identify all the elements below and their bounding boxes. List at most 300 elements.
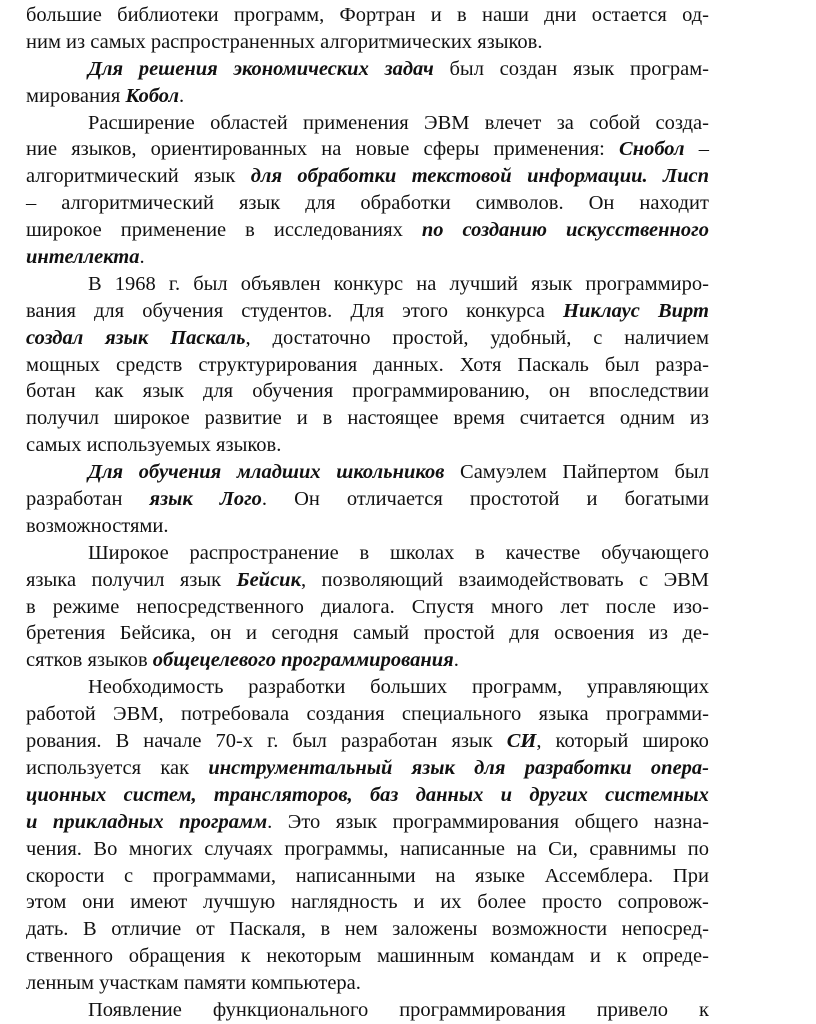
text-line xyxy=(26,997,709,1024)
word: машинным xyxy=(376,945,475,968)
text-line xyxy=(26,271,709,298)
word-group xyxy=(360,190,450,217)
word: используемых xyxy=(86,434,211,457)
word-group xyxy=(143,378,184,405)
word-group xyxy=(120,620,196,647)
emphasized-word: других xyxy=(529,783,588,806)
word-group xyxy=(412,163,512,190)
word-group xyxy=(370,674,447,701)
emphasized-word: обучения xyxy=(138,461,222,484)
word: их xyxy=(440,891,462,914)
word: впоследствии xyxy=(589,380,709,403)
word-group xyxy=(284,836,388,863)
word: наглядность xyxy=(290,891,398,914)
word: из xyxy=(689,407,709,430)
emphasized-word: созданию xyxy=(462,219,548,242)
word: самый xyxy=(352,622,410,645)
word-group xyxy=(26,728,102,755)
word: управляющих xyxy=(587,676,709,699)
word-group xyxy=(26,298,76,325)
word-group xyxy=(341,728,437,755)
word: в xyxy=(359,541,370,564)
word-group xyxy=(392,325,468,352)
word-group xyxy=(340,2,416,29)
word: компьютера. xyxy=(251,972,361,995)
word: ЭВМ xyxy=(663,568,709,591)
word: простой xyxy=(423,622,495,645)
word: случаях xyxy=(204,837,273,860)
text-line xyxy=(26,567,709,594)
emphasized-word: по xyxy=(421,219,444,242)
word: обучения xyxy=(142,299,224,322)
word-group xyxy=(266,943,361,970)
word: был xyxy=(604,353,640,376)
text-line xyxy=(26,136,709,163)
word-group xyxy=(297,163,396,190)
word-group xyxy=(416,271,436,298)
emphasized-word: данных xyxy=(415,783,484,806)
word: Спустя xyxy=(411,595,474,618)
word-group xyxy=(622,916,709,943)
word: привело xyxy=(596,998,669,1021)
word: в xyxy=(475,541,485,564)
word: и xyxy=(430,4,442,26)
word-group xyxy=(281,647,459,674)
word-group xyxy=(451,728,492,755)
emphasized-word: текстовой xyxy=(411,165,512,188)
word: – xyxy=(26,192,37,215)
word: получил xyxy=(91,568,165,591)
word: язык xyxy=(451,730,493,753)
word-group xyxy=(305,190,335,217)
word-group xyxy=(556,728,629,755)
word-group xyxy=(26,190,36,217)
word: как xyxy=(94,380,124,403)
word-group xyxy=(151,29,315,56)
word-group xyxy=(449,271,518,298)
word-group xyxy=(322,567,444,594)
word: возможности xyxy=(491,918,608,941)
word: язык xyxy=(531,272,573,295)
word: обработки xyxy=(360,192,451,215)
word-group xyxy=(294,486,320,513)
word-group xyxy=(370,782,398,809)
word-group xyxy=(321,594,395,621)
word: языка xyxy=(538,703,589,726)
emphasized-word: экономических xyxy=(233,57,369,80)
word-group xyxy=(435,863,455,890)
word: разработки xyxy=(248,676,346,699)
word-group xyxy=(589,836,676,863)
word-group xyxy=(517,836,537,863)
word-group xyxy=(139,56,218,83)
word: в xyxy=(320,918,331,941)
word: алгоритмический xyxy=(26,165,179,188)
word: одним xyxy=(619,407,675,430)
word-group xyxy=(493,136,604,163)
word: который xyxy=(555,730,629,753)
word-group xyxy=(184,970,246,997)
word-group xyxy=(699,997,709,1024)
word: данных. xyxy=(373,353,444,376)
word-group xyxy=(334,271,403,298)
word-group xyxy=(548,836,578,863)
word: специального xyxy=(401,703,522,726)
word-group xyxy=(88,674,223,701)
word-group xyxy=(587,674,709,701)
word-group xyxy=(422,217,444,244)
word: библиотеки xyxy=(117,4,219,26)
emphasized-word: Кобол xyxy=(125,84,180,107)
word-group xyxy=(203,378,233,405)
word-group xyxy=(241,271,321,298)
word: програм- xyxy=(629,57,709,80)
word-group xyxy=(180,567,221,594)
word-group xyxy=(350,298,384,325)
word-group xyxy=(490,325,571,352)
word: из xyxy=(648,622,668,645)
emphasized-word: системных xyxy=(605,783,709,806)
word: этого xyxy=(402,299,449,322)
word: структурирования xyxy=(198,353,358,376)
word: и xyxy=(586,488,598,511)
word-group xyxy=(26,325,83,352)
word: дать. xyxy=(26,918,69,941)
word-group xyxy=(463,217,547,244)
word-group xyxy=(655,352,709,379)
text-line xyxy=(26,217,709,244)
text-line xyxy=(26,56,709,83)
word: некоторым xyxy=(266,945,362,968)
word-group xyxy=(642,943,709,970)
word: самых xyxy=(26,434,82,457)
word: мощных xyxy=(26,353,101,376)
word: участкам xyxy=(99,972,179,995)
word-group xyxy=(116,728,130,755)
word-group xyxy=(412,594,474,621)
word-group xyxy=(475,863,525,890)
word-group xyxy=(587,486,598,513)
word: назна- xyxy=(653,810,709,833)
word-group xyxy=(649,620,668,647)
emphasized-word: Лисп xyxy=(663,165,709,188)
emphasized-word: опера- xyxy=(650,756,709,779)
word: непосредственного xyxy=(136,595,304,618)
word-group xyxy=(233,56,368,83)
word: для xyxy=(305,192,336,215)
word: командам xyxy=(490,945,575,968)
word-group xyxy=(216,432,281,459)
word-group xyxy=(169,271,180,298)
word: г. xyxy=(168,272,181,295)
word-group xyxy=(485,110,542,137)
word-group xyxy=(554,620,634,647)
word-group xyxy=(460,352,502,379)
word: отличается xyxy=(346,488,443,511)
word: ориентированных xyxy=(150,138,308,161)
word-group xyxy=(320,916,330,943)
word-group xyxy=(198,352,357,379)
word-group xyxy=(589,110,640,137)
word-group xyxy=(181,701,289,728)
word: программ, xyxy=(471,676,563,699)
word: создания xyxy=(306,703,385,726)
word: При xyxy=(672,864,709,887)
word: считается xyxy=(519,407,605,430)
word: Широкое xyxy=(88,541,169,564)
word: программы, xyxy=(284,837,389,860)
word-group xyxy=(26,352,100,379)
word-group xyxy=(539,701,589,728)
word-group xyxy=(93,836,117,863)
word-group xyxy=(400,836,505,863)
word-group xyxy=(82,889,114,916)
word-group xyxy=(83,916,97,943)
word: , xyxy=(536,730,542,753)
word: имеют xyxy=(130,891,188,914)
word: с xyxy=(593,326,603,349)
word: применение xyxy=(120,219,227,242)
word-group xyxy=(566,217,709,244)
word-group xyxy=(87,647,147,674)
word: больших xyxy=(370,676,448,699)
word-group xyxy=(210,110,288,137)
word-group xyxy=(529,782,587,809)
word-group xyxy=(449,56,483,83)
word-group xyxy=(477,889,526,916)
word: распространенных xyxy=(150,30,315,53)
word: нем xyxy=(344,918,378,941)
word-group xyxy=(196,916,215,943)
word-group xyxy=(575,809,639,836)
word: алгоритмический xyxy=(61,192,214,215)
word-group xyxy=(589,378,709,405)
word-group xyxy=(237,567,307,594)
emphasized-word: Для xyxy=(88,461,124,484)
word: программирования xyxy=(392,810,560,833)
text-line xyxy=(26,352,709,379)
word: взаимодействовать xyxy=(458,568,624,591)
word-group xyxy=(26,943,113,970)
word-group xyxy=(274,217,403,244)
text-line xyxy=(26,540,709,567)
word-group xyxy=(654,809,709,836)
word: широкое xyxy=(113,407,190,430)
word-group xyxy=(682,2,709,29)
word: язык xyxy=(335,810,378,833)
word-group xyxy=(95,378,124,405)
word: конкурс xyxy=(333,272,404,295)
word: написанные xyxy=(400,837,506,860)
word-group xyxy=(26,163,179,190)
word: Си, xyxy=(548,837,578,860)
word: для xyxy=(94,299,125,322)
word: потребовала xyxy=(180,703,290,726)
word-group xyxy=(26,244,145,271)
word-group xyxy=(656,110,709,137)
word: непосред- xyxy=(621,918,709,941)
emphasized-word: Для xyxy=(88,57,124,80)
emphasized-word: информации. xyxy=(527,165,648,188)
word-group xyxy=(251,163,282,190)
word-group xyxy=(477,29,542,56)
word: был xyxy=(449,57,484,80)
word-group xyxy=(690,405,709,432)
word-group xyxy=(506,540,581,567)
word-group xyxy=(71,136,136,163)
word-group xyxy=(353,620,409,647)
word-group xyxy=(26,29,61,56)
word: освоения xyxy=(553,622,635,645)
text-line xyxy=(26,378,709,405)
word-group xyxy=(129,836,193,863)
word: лучшую xyxy=(203,891,276,914)
word: Ассемблера. xyxy=(544,864,654,887)
word: отличие xyxy=(111,918,182,941)
word: удобный, xyxy=(490,326,572,349)
emphasized-word: язык xyxy=(411,756,455,779)
word-group xyxy=(88,540,169,567)
word: сятков xyxy=(26,649,83,672)
word-group xyxy=(216,728,254,755)
word: Пайпертом xyxy=(562,461,659,484)
word-group xyxy=(323,405,333,432)
word: влечет xyxy=(484,111,542,134)
text-line xyxy=(26,916,709,943)
word-group xyxy=(142,298,223,325)
word: созда- xyxy=(655,111,709,134)
word: широко xyxy=(642,730,709,753)
word-group xyxy=(26,217,102,244)
emphasized-word: младших xyxy=(236,461,321,484)
word-group xyxy=(220,486,267,513)
word-group xyxy=(124,782,197,809)
word-group xyxy=(673,594,709,621)
word-group xyxy=(597,997,668,1024)
word-group xyxy=(413,889,424,916)
word: языков, xyxy=(71,138,137,161)
word: Появление xyxy=(88,998,182,1021)
word: язык xyxy=(572,57,615,80)
word-group xyxy=(125,83,184,110)
emphasized-word: Бейсик xyxy=(236,568,301,591)
word-group xyxy=(272,620,339,647)
word-group xyxy=(239,190,280,217)
word: разработан xyxy=(26,488,123,511)
word: он xyxy=(548,380,571,403)
word: создан xyxy=(499,57,558,80)
text-line xyxy=(26,647,709,674)
word-group xyxy=(557,110,574,137)
word-group xyxy=(525,755,632,782)
word: Паскаля, xyxy=(229,918,306,941)
word: он xyxy=(210,622,232,645)
word-group xyxy=(592,2,667,29)
word: возможностями. xyxy=(26,514,169,537)
text-line xyxy=(26,432,709,459)
word-group xyxy=(234,2,324,29)
word-group xyxy=(617,943,627,970)
word-group xyxy=(470,486,560,513)
word-group xyxy=(26,970,94,997)
word: г. xyxy=(267,730,279,753)
word-group xyxy=(26,378,76,405)
word-group xyxy=(606,594,656,621)
word: в xyxy=(322,407,333,430)
word: лет xyxy=(560,595,589,618)
word: большие xyxy=(26,4,102,26)
emphasized-word: ционных xyxy=(26,783,107,806)
word-group xyxy=(121,217,226,244)
emphasized-word: разработки xyxy=(524,756,632,779)
word-group xyxy=(605,782,709,809)
word-group xyxy=(458,567,623,594)
text-line xyxy=(26,620,709,647)
word: рования. xyxy=(26,730,102,753)
word: школах xyxy=(390,541,455,564)
word: много xyxy=(490,595,544,618)
word-group xyxy=(509,620,539,647)
word-group xyxy=(88,997,182,1024)
word-group xyxy=(229,916,306,943)
word: программирования xyxy=(399,998,566,1021)
word: распространение xyxy=(189,541,339,564)
word-group xyxy=(88,110,195,137)
word-group xyxy=(605,352,639,379)
word: богатыми xyxy=(624,488,709,511)
word: заложены xyxy=(392,918,478,941)
word-group xyxy=(303,110,409,137)
word: язык xyxy=(179,568,222,591)
word-group xyxy=(113,701,164,728)
word-group xyxy=(130,889,187,916)
word-group xyxy=(606,701,709,728)
word-group xyxy=(190,540,339,567)
word-group xyxy=(124,863,133,890)
word: символов. xyxy=(475,192,564,215)
word: памяти xyxy=(183,972,247,995)
word: языков. xyxy=(216,434,282,457)
word-group xyxy=(618,889,709,916)
word-group xyxy=(179,809,272,836)
word-group xyxy=(26,136,57,163)
word-group xyxy=(193,271,227,298)
word: алгоритмических xyxy=(320,30,473,53)
word: ние xyxy=(26,138,58,161)
word: и xyxy=(589,945,601,968)
word-group xyxy=(203,889,275,916)
word: качестве xyxy=(505,541,581,564)
word: Это xyxy=(287,810,321,833)
word-group xyxy=(94,298,124,325)
word-group xyxy=(26,863,104,890)
word-group xyxy=(663,163,709,190)
word: к xyxy=(699,998,709,1021)
word-group xyxy=(377,943,474,970)
word: Во xyxy=(93,837,118,860)
word-group xyxy=(651,755,709,782)
emphasized-word: систем, xyxy=(123,783,197,806)
word: на xyxy=(416,272,437,295)
word: самых xyxy=(90,30,146,53)
text-line xyxy=(26,943,709,970)
word-group xyxy=(542,889,602,916)
word-group xyxy=(624,325,709,352)
word: в xyxy=(26,595,36,618)
word-group xyxy=(560,594,588,621)
word: находит xyxy=(639,192,709,215)
word-group xyxy=(241,943,251,970)
